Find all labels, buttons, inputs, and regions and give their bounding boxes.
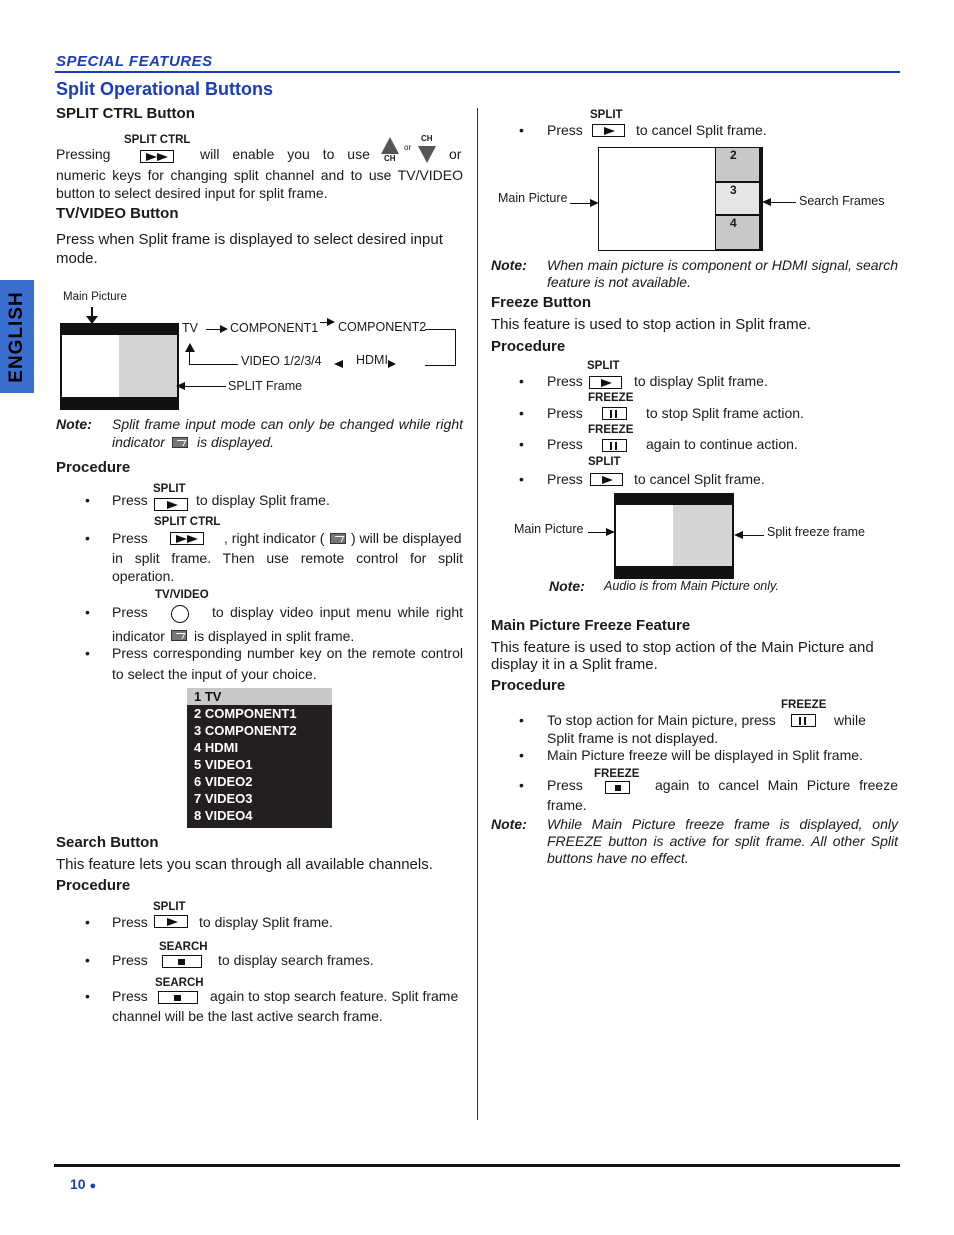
- note2-line2: feature is not available.: [547, 274, 691, 290]
- input-menu-item[interactable]: 3 COMPONENT2: [194, 723, 297, 738]
- main-freeze-procedure-heading: Procedure: [491, 677, 566, 694]
- split-key-label: SPLIT: [590, 109, 623, 121]
- split-button[interactable]: [592, 124, 625, 137]
- tv-video-text-1: Press when Split frame is displayed to select desired input: [56, 231, 443, 248]
- split-key-label: SPLIT: [153, 901, 186, 913]
- freeze-button[interactable]: [602, 439, 627, 452]
- freeze-key-label: FREEZE: [781, 699, 827, 711]
- input-menu-item[interactable]: 7 VIDEO3: [194, 791, 253, 806]
- press-text: Press: [547, 122, 583, 138]
- main-freeze-b3-text: again to cancel Main Picture freeze: [655, 777, 898, 793]
- input-menu-item-selected[interactable]: 1 TV: [187, 688, 332, 705]
- proc1-b2-text: , right indicator (: [224, 530, 325, 546]
- ch-down-label: CH: [421, 134, 433, 143]
- main-freeze-heading: Main Picture Freeze Feature: [491, 617, 691, 634]
- press-text: Press: [547, 405, 583, 421]
- right-indicator-icon: [330, 533, 346, 544]
- split-frame-area: [119, 335, 177, 397]
- double-play-icon: [176, 535, 187, 543]
- hdmi-label: HDMI: [356, 353, 388, 367]
- main-freeze-text-2: display it in a Split frame.: [491, 656, 658, 673]
- ch-or-label: or: [404, 143, 412, 152]
- tv-video-button[interactable]: [171, 605, 189, 623]
- note3-line2: FREEZE button is active for split frame. All other Split: [547, 833, 898, 849]
- split-key-label: SPLIT: [587, 360, 620, 372]
- proc1-b4-line2: to select the input of your choice.: [112, 666, 317, 682]
- split-button[interactable]: [154, 915, 188, 928]
- main-picture-label: Main Picture: [63, 291, 127, 303]
- right-indicator-icon: [172, 437, 188, 448]
- main-freeze-b1-line2: Split frame is not displayed.: [547, 730, 719, 746]
- bullet: •: [519, 777, 524, 793]
- split-key-label: SPLIT: [588, 456, 621, 468]
- main-freeze-text-1: This feature is used to stop action of the Main Picture and: [491, 639, 874, 656]
- search-button[interactable]: [162, 955, 202, 968]
- note2-label: Note:: [491, 257, 527, 273]
- freeze-main-button[interactable]: [605, 781, 630, 794]
- component2-label: COMPONENT2: [338, 320, 427, 334]
- proc1-b2-line2: in split frame. Then use remote control for split: [112, 550, 463, 566]
- play-icon: [604, 127, 615, 135]
- bullet: •: [519, 471, 524, 487]
- bullet: •: [519, 122, 524, 138]
- note3-line1: While Main Picture freeze frame is displayed, only: [547, 816, 898, 832]
- main-freeze-b3-line2: frame.: [547, 797, 587, 813]
- search-b3-text: again to stop search feature. Split frame: [210, 988, 459, 1004]
- main-picture-label: Main Picture: [514, 522, 584, 536]
- play-icon: [602, 476, 613, 484]
- input-menu-item[interactable]: 6 VIDEO2: [194, 774, 253, 789]
- note1-label: Note:: [56, 416, 92, 432]
- right-indicator-icon: [171, 630, 187, 641]
- bullet: •: [85, 988, 90, 1004]
- bullet: •: [519, 436, 524, 452]
- press-text: Press: [547, 471, 583, 487]
- search-frame: 2: [716, 148, 759, 181]
- split-ctrl-heading: SPLIT CTRL Button: [56, 105, 195, 122]
- search-frame: 3: [716, 183, 759, 214]
- bullet: •: [519, 373, 524, 389]
- proc1-b3-text: to display video input menu while right: [212, 604, 463, 620]
- bullet: •: [85, 492, 90, 508]
- input-menu-item[interactable]: 2 COMPONENT1: [194, 706, 297, 721]
- note2-line1: When main picture is component or HDMI signal, search: [547, 257, 898, 273]
- freeze-b4-text: to cancel Split frame.: [634, 471, 765, 487]
- or-text: or: [449, 146, 462, 162]
- diagram3-note-text: Audio is from Main Picture only.: [604, 579, 779, 593]
- double-play-icon: [146, 153, 157, 161]
- proc1-b3-line2b: is displayed in split frame.: [194, 628, 355, 644]
- note1-line1: Split frame input mode can only be changed while right: [112, 416, 463, 432]
- cancel-split-text: to cancel Split frame.: [636, 122, 767, 138]
- press-text: Press: [112, 604, 148, 620]
- press-text: Press: [547, 436, 583, 452]
- play-icon: [167, 501, 178, 509]
- search-heading: Search Button: [56, 834, 159, 851]
- note1-line2a: indicator: [112, 434, 165, 450]
- page-number-text: 10: [70, 1176, 86, 1192]
- bullet: •: [85, 914, 90, 930]
- freeze-key-label: FREEZE: [588, 392, 634, 404]
- procedure1-heading: Procedure: [56, 459, 131, 476]
- proc1-b2-line3: operation.: [112, 568, 175, 584]
- freeze-heading: Freeze Button: [491, 294, 592, 311]
- split-key-label: SPLIT: [153, 483, 186, 495]
- press-text: Press: [547, 777, 583, 793]
- search-frame: 4: [716, 216, 759, 249]
- column-divider: [477, 108, 478, 1120]
- will-enable-text: will enable you to use: [200, 146, 370, 162]
- split-frame-label: SPLIT Frame: [228, 379, 303, 393]
- bullet: •: [519, 747, 524, 763]
- search-button[interactable]: [158, 991, 198, 1004]
- split-freeze-label: Split freeze frame: [767, 525, 865, 539]
- tv-label: TV: [182, 321, 198, 335]
- bullet: •: [85, 645, 90, 661]
- press-text: Press: [547, 373, 583, 389]
- split-freeze-area: [673, 505, 732, 566]
- search-frames-label: Search Frames: [799, 194, 885, 208]
- input-menu-item[interactable]: 4 HDMI: [194, 740, 239, 755]
- language-tab: [0, 280, 34, 393]
- ch-up-button[interactable]: [381, 137, 399, 154]
- header-rule: [55, 71, 900, 73]
- search-key-label: SEARCH: [159, 941, 208, 953]
- note3-line3: buttons have no effect.: [547, 850, 689, 866]
- search-b1-text: to display Split frame.: [199, 914, 333, 930]
- pause-icon: [799, 717, 801, 725]
- bullet: •: [85, 604, 90, 620]
- tv-video-text-2: mode.: [56, 250, 98, 267]
- search-procedure-heading: Procedure: [56, 877, 131, 894]
- freeze-procedure-heading: Procedure: [491, 338, 566, 355]
- press-text: Press: [112, 988, 148, 1004]
- input-menu: [187, 688, 332, 828]
- main-freeze-b2-text: Main Picture freeze will be displayed in Split frame.: [547, 747, 863, 763]
- page-number-dot: ●: [89, 1180, 97, 1192]
- stop-icon: [615, 785, 621, 791]
- split-button[interactable]: [590, 473, 623, 486]
- tv-video-heading: TV/VIDEO Button: [56, 205, 179, 222]
- press-text: Press: [112, 492, 148, 508]
- main-freeze-b1-text: To stop action for Main picture, press: [547, 712, 776, 728]
- pause-icon: [610, 442, 612, 450]
- split-ctrl-button-2[interactable]: [170, 532, 204, 545]
- play-icon: [167, 918, 178, 926]
- freeze-key-label: FREEZE: [588, 424, 634, 436]
- split-button[interactable]: [589, 376, 622, 389]
- pause-icon: [610, 410, 612, 418]
- freeze-b2-text: to stop Split frame action.: [646, 405, 804, 421]
- component1-label: COMPONENT1: [230, 321, 319, 335]
- proc1-b1-text: to display Split frame.: [196, 492, 330, 508]
- freeze-text: This feature is used to stop action in Split frame.: [491, 316, 812, 333]
- search-frames-panel: [715, 147, 763, 251]
- main-picture-label: Main Picture: [498, 191, 568, 205]
- page-title: Split Operational Buttons: [56, 79, 274, 99]
- tv-screen: [60, 323, 179, 410]
- tv-video-key-label: TV/VIDEO: [155, 589, 209, 601]
- bullet: •: [85, 952, 90, 968]
- ch-up-label: CH: [384, 154, 396, 163]
- section-header: SPECIAL FEATURES: [56, 53, 213, 70]
- stop-icon: [178, 959, 185, 965]
- bullet: •: [519, 405, 524, 421]
- bullet: •: [519, 712, 524, 728]
- input-menu-item[interactable]: 5 VIDEO1: [194, 757, 253, 772]
- footer-rule: [54, 1164, 900, 1167]
- play-icon: [601, 379, 612, 387]
- search-b3-line2: channel will be the last active search frame.: [112, 1008, 383, 1024]
- main-freeze-b1-while: while: [834, 712, 866, 728]
- split-button[interactable]: [154, 498, 188, 511]
- split-ctrl-key-label-2: SPLIT CTRL: [154, 516, 221, 528]
- freeze-button[interactable]: [602, 407, 627, 420]
- split-ctrl-text-2: numeric keys for changing split channel and to use TV/VIDEO: [56, 167, 463, 183]
- freeze-b1-text: to display Split frame.: [634, 373, 768, 389]
- page-number: [70, 1176, 96, 1192]
- split-ctrl-button[interactable]: [140, 150, 174, 163]
- proc1-b4-line1: Press corresponding number key on the remote control: [112, 645, 463, 661]
- note1-line2b: is displayed.: [197, 434, 275, 450]
- search-text: This feature lets you scan through all available channels.: [56, 856, 433, 873]
- press-text: Press: [112, 914, 148, 930]
- video-label: VIDEO 1/2/3/4: [241, 354, 322, 368]
- note3-label: Note:: [491, 816, 527, 832]
- proc1-b3-line2a: indicator: [112, 628, 165, 644]
- language-tab-label: ENGLISH: [6, 291, 27, 383]
- freeze-b3-text: again to continue action.: [646, 436, 798, 452]
- stop-icon: [174, 995, 181, 1001]
- proc1-b2-text-b: ) will be displayed: [351, 530, 462, 546]
- pressing-text: Pressing: [56, 146, 111, 162]
- freeze-key-label: FREEZE: [594, 768, 640, 780]
- diagram3-note-label: Note:: [549, 578, 585, 594]
- freeze-screen: [614, 493, 734, 579]
- search-b2-text: to display search frames.: [218, 952, 374, 968]
- bullet: •: [85, 530, 90, 546]
- press-text: Press: [112, 530, 148, 546]
- press-text: Press: [112, 952, 148, 968]
- ch-down-button[interactable]: [418, 146, 436, 163]
- freeze-button[interactable]: [791, 714, 816, 727]
- input-menu-item[interactable]: 8 VIDEO4: [194, 808, 253, 823]
- split-ctrl-text-3: button to select desired input for split frame.: [56, 185, 328, 201]
- search-key-label: SEARCH: [155, 977, 204, 989]
- split-ctrl-key-label: SPLIT CTRL: [124, 134, 191, 146]
- search-screen: [598, 147, 763, 251]
